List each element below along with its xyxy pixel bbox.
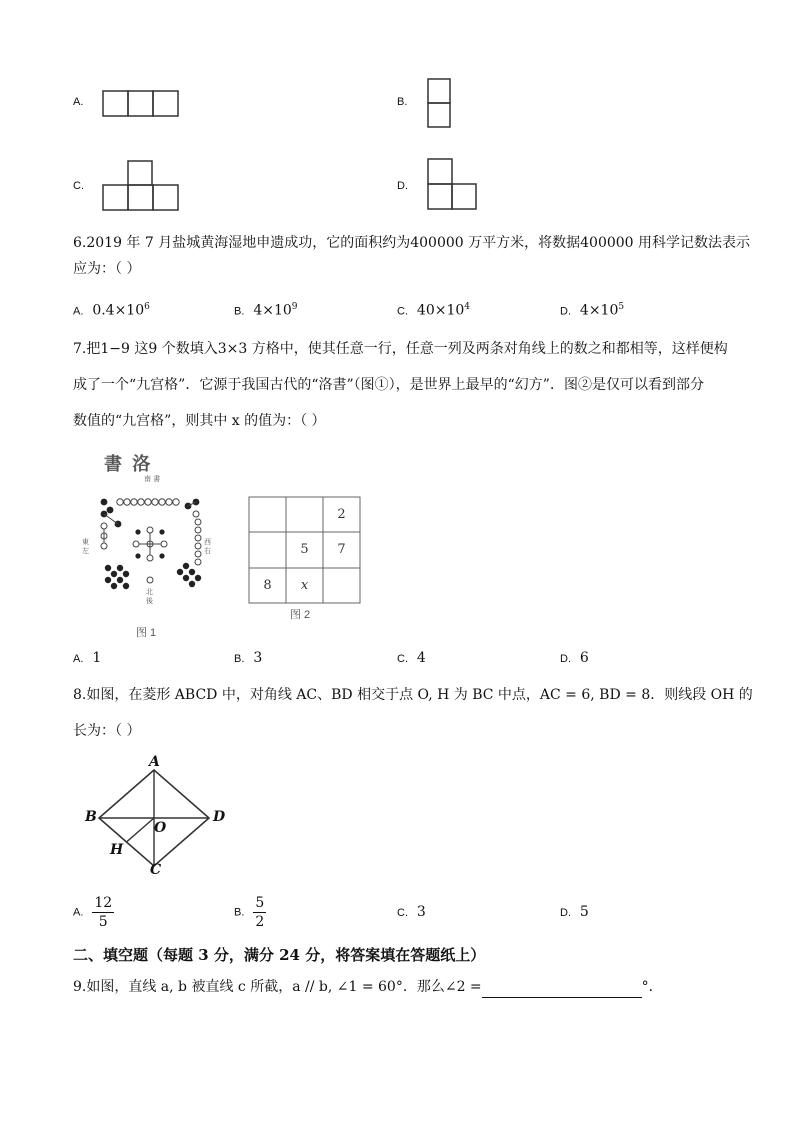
q6-stem-line1: 6.2019 年 7 月盐城黄海湿地申遗成功，它的面积约为400000 万平方米，将数据400000 用科学记数法表示 (73, 235, 751, 251)
q8-option-b: B. $\frac{5}{2}$ (234, 895, 265, 930)
q8-option-a: A. $\frac{12}{5}$ (73, 895, 113, 930)
q8-stem-line2: 长为：（ ） (73, 723, 141, 739)
grid-cell-8: x (300, 578, 309, 593)
q5-option-c-figure (100, 158, 182, 214)
fig2-caption: 图 2 (290, 609, 311, 621)
nine-grid (248, 496, 362, 606)
q8-option-c: C. 3 (397, 904, 426, 920)
point-b-label: B (85, 809, 97, 825)
q9-answer-blank[interactable] (482, 983, 642, 998)
q6-option-b: B. $4\times 10^9$ (234, 302, 298, 319)
luoshu-dots (80, 450, 230, 625)
luoshu-label-west: 西 右 (204, 538, 211, 555)
grid-cell-7: 8 (263, 578, 272, 593)
section2-heading: 二、填空题（每题 3 分，满分 24 分，将答案填在答题纸上） (73, 946, 486, 964)
rhombus-figure (82, 754, 232, 880)
q6-stem-line2: 应为：（ ） (73, 261, 141, 277)
q5-option-d-letter: D. (397, 180, 408, 192)
q5-option-c-letter: C. (73, 180, 84, 192)
luoshu-title: 書 洛 (104, 454, 153, 475)
point-o-label: O (154, 820, 167, 836)
point-d-label: D (213, 809, 226, 825)
q7-option-c: C. 4 (397, 650, 426, 666)
q6-option-a: A. $0.4\times 10^6$ (73, 302, 150, 319)
luoshu-label-south: 南 書 (144, 475, 161, 483)
point-a-label: A (149, 754, 160, 770)
q5-option-b-figure (423, 76, 455, 132)
luoshu-figure (80, 450, 230, 640)
q8-stem-line1: 8.如图，在菱形 ABCD 中，对角线 AC、BD 相交于点 O, H 为 BC 中点，AC = 6, BD = 8．则线段 OH 的 (73, 687, 753, 703)
q7-stem-line1: 7.把1−9 这9 个数填入3×3 方格中，使其任意一行，任意一列及两条对角线上的数之和都相等，这样便构 (73, 341, 728, 357)
point-c-label: C (150, 862, 162, 878)
grid-cell-5: 5 (300, 542, 309, 557)
q5-option-a-figure (100, 88, 182, 120)
q9-stem: 9.如图，直线 a, b 被直线 c 所截，a // b, ∠1 = 60°．那么∠2 = °． (73, 976, 663, 998)
q7-stem-line3: 数值的“九宫格”，则其中 x 的值为：（ ） (73, 413, 326, 429)
q5-option-b-letter: B. (397, 96, 408, 108)
q6-option-c: C. $40\times 10^4$ (397, 302, 470, 319)
q7-option-d: D. 6 (560, 650, 589, 666)
q7-stem-line2: 成了一个“九宫格”．它源于我国古代的“洛書”（图①），是世界上最早的“幻方”．图②是仅可以看到部分 (73, 377, 704, 393)
q7-option-b: B. 3 (234, 650, 263, 666)
grid-cell-6: 7 (337, 542, 346, 557)
fig1-caption: 图 1 (136, 627, 157, 639)
luoshu-label-east: 東 左 (82, 538, 89, 555)
q5-option-d-figure (423, 156, 479, 214)
luoshu-label-north: 北 後 (146, 588, 153, 605)
q7-option-a: A. 1 (73, 650, 102, 666)
q5-option-a-letter: A. (73, 96, 84, 108)
grid-cell-3: 2 (337, 507, 346, 522)
q8-option-d: D. 5 (560, 904, 589, 920)
q6-option-d: D. $4\times 10^5$ (560, 302, 625, 319)
point-h-label: H (110, 842, 124, 858)
